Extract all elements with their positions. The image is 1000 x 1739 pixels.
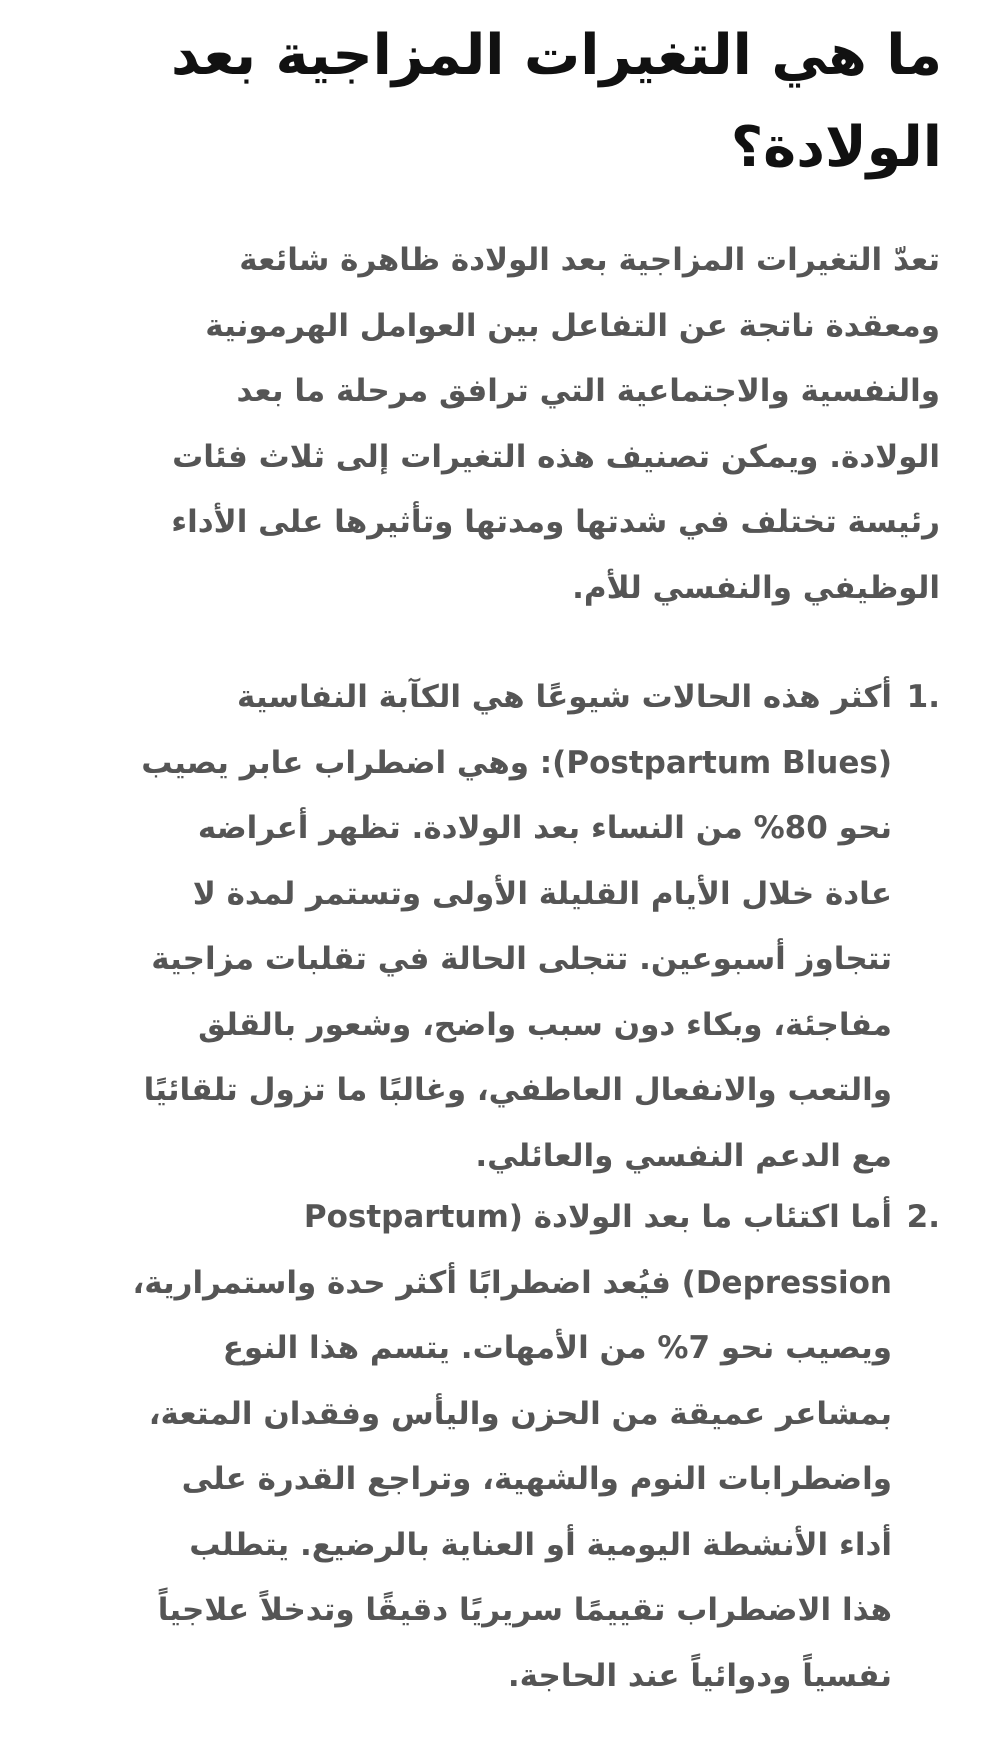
title-line: الولادة؟ xyxy=(730,115,942,180)
item-line: مع الدعم النفسي والعائلي. xyxy=(475,1137,892,1174)
list-number: 1. xyxy=(906,679,940,715)
intro-paragraph xyxy=(20,228,940,621)
item-line: بمشاعر عميقة من الحزن واليأس وفقدان المتعة، xyxy=(148,1395,892,1432)
intro-line: الولادة. ويمكن تصنيف هذه التغيرات إلى ثلاث فئات xyxy=(172,438,940,475)
title-line: ما هي التغيرات المزاجية بعد xyxy=(171,23,942,88)
item-line: والتعب والانفعال العاطفي، وغالبًا ما تزول تلقائيًا xyxy=(143,1072,892,1108)
item-line: نفسياً ودوائياً عند الحاجة. xyxy=(507,1657,892,1694)
mood-changes-list xyxy=(20,665,940,1709)
intro-line: والنفسية والاجتماعية التي ترافق مرحلة ما بعد xyxy=(236,373,940,409)
intro-line: الوظيفي والنفسي للأم. xyxy=(572,569,940,606)
intro-line: ومعقدة ناتجة عن التفاعل بين العوامل الهرمونية xyxy=(205,307,940,344)
item-line: تتجاوز أسبوعين. تتجلى الحالة في تقلبات مزاجية xyxy=(151,941,892,977)
item-line: أكثر هذه الحالات شيوعًا هي الكآبة النفاسية xyxy=(237,679,892,715)
item-line: ويصيب نحو 7% من الأمهات. يتسم هذا النوع xyxy=(222,1330,892,1366)
item-line: واضطرابات النوم والشهية، وتراجع القدرة على xyxy=(181,1461,892,1497)
item-line: عادة خلال الأيام القليلة الأولى وتستمر لمدة لا xyxy=(192,875,892,912)
intro-line: رئيسة تختلف في شدتها ومدتها وتأثيرها على الأداء xyxy=(171,504,940,540)
intro-line: تعدّ التغيرات المزاجية بعد الولادة ظاهرة شائعة xyxy=(239,242,940,278)
item-line: مفاجئة، وبكاء دون سبب واضح، وشعور بالقلق xyxy=(198,1006,892,1043)
article-title xyxy=(22,10,942,194)
item-line: Depression) فيُعد اضطرابًا أكثر حدة واستمرارية، xyxy=(132,1264,892,1301)
list-number: 2. xyxy=(906,1199,940,1235)
item-line: أداء الأنشطة اليومية أو العناية بالرضيع. يتطلب xyxy=(189,1526,892,1563)
item-line: (Postpartum Blues): وهي اضطراب عابر يصيب xyxy=(141,744,892,781)
item-line: أما اكتئاب ما بعد الولادة (Postpartum xyxy=(303,1199,892,1235)
list-item-postpartum-blues xyxy=(20,665,940,1189)
item-line: هذا الاضطراب تقييمًا سريريًا دقيقًا وتدخلاً علاجياً xyxy=(157,1592,892,1628)
item-line: نحو 80% من النساء بعد الولادة. تظهر أعراضه xyxy=(197,810,892,846)
list-item-postpartum-depression xyxy=(20,1185,940,1709)
